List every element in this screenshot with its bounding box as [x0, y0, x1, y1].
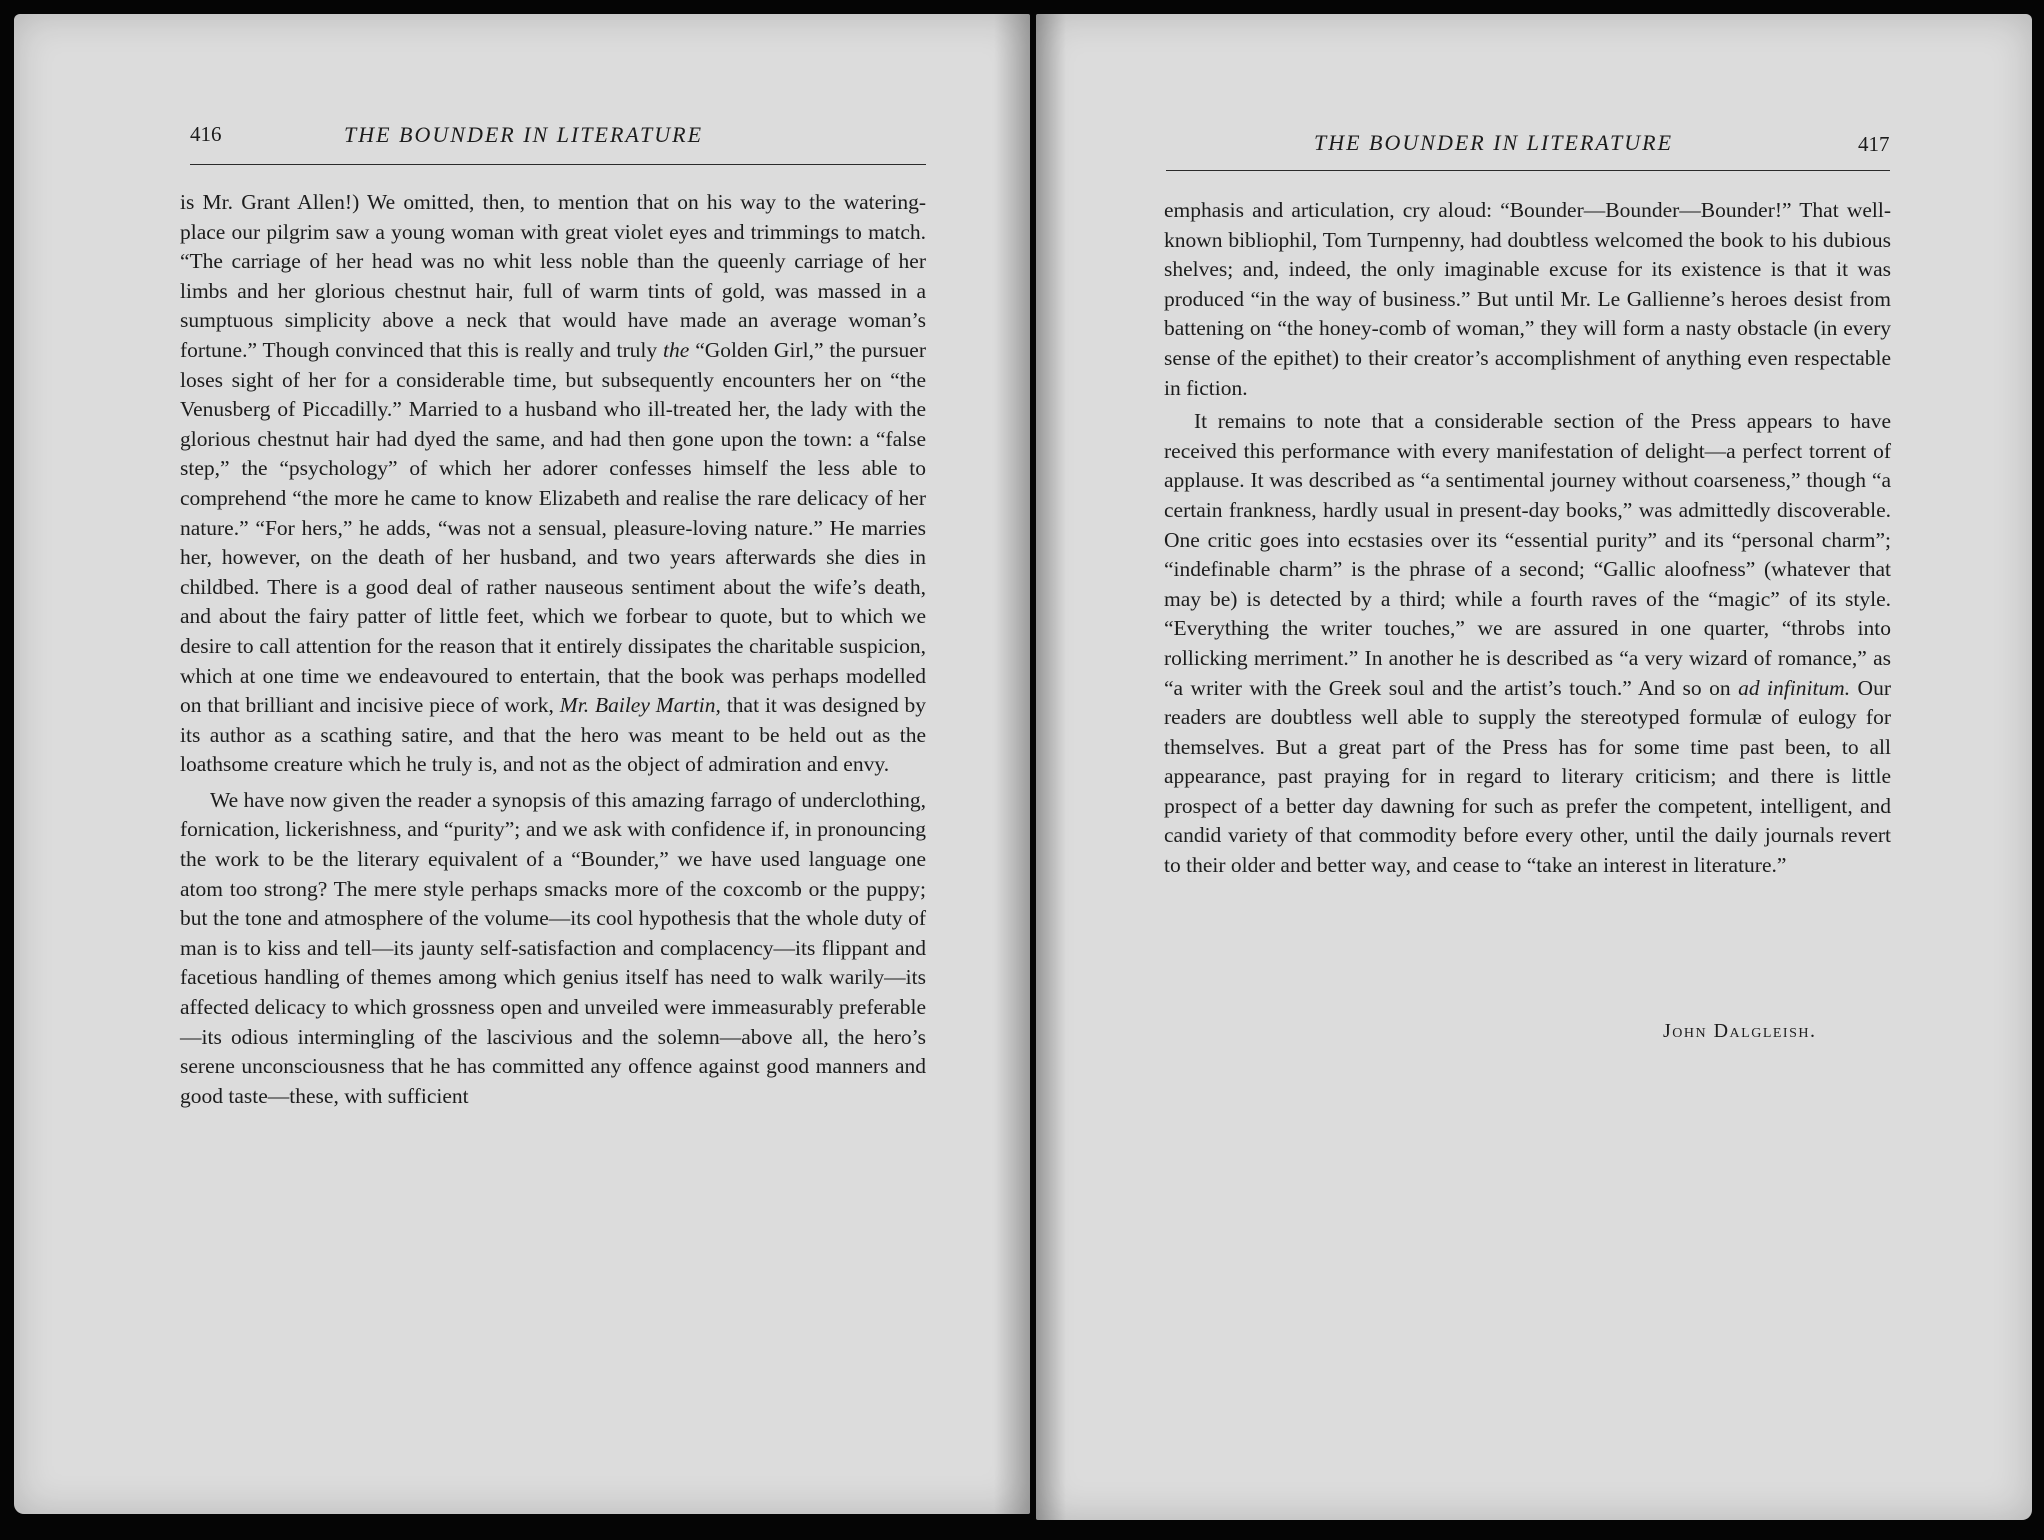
right-header-rule: [1166, 170, 1890, 171]
left-paragraph-1-part-2: “Golden Girl,” the pursuer loses sight of her for a considerable time, but subsequently encounters her on “the Venusberg of Piccadilly.” Married to a husband who ill-treated her, the lady with the glorious chestnut hair had dyed the same, and had then gone upon the town: a “false step,” the “psychology” of which her adorer confesses himself the less able to comprehend “the more he came to know Elizabeth and realise the rare delicacy of her nature.” “For hers,” he adds, “was not a sensual, pleasure-loving nature.” He marries her, however, on the death of her husband, and two years afterwards she dies in childbed. There is a good deal of rather nauseous sentiment about the wife’s death, and about the fairy patter of little feet, which we forbear to quote, but to which we desire to call attention for the reason that it entirely dissipates the charitable suspicion, which at one time we endeavoured to entertain, that the book was perhaps modelled on that brilliant and incisive piece of work,: [180, 337, 926, 718]
right-paragraph-2: [1164, 407, 1891, 881]
left-header-rule: [190, 164, 926, 165]
left-paragraph-1-part-1: is Mr. Grant Allen!) We omitted, then, to mention that on his way to the watering-place our pilgrim saw a young woman with great violet eyes and trimmings to match. “The carriage of her head was no whit less noble than the queenly carriage of her limbs and her glorious chestnut hair, full of warm tints of gold, was massed in a sumptuous simplicity above a neck that would have made an average woman’s fortune.” Though convinced that this is really and truly: [180, 190, 926, 362]
right-page: [1036, 14, 2032, 1520]
left-page-number: 416: [190, 122, 222, 146]
left-page-body: [180, 188, 926, 1111]
right-running-head: THE BOUNDER IN LITERATURE: [1314, 130, 1674, 155]
left-paragraph-1: [180, 188, 926, 780]
left-page-gutter-shadow: [994, 14, 1030, 1514]
left-paragraph-1-italic-the: the: [663, 337, 690, 362]
right-page-gutter-shadow: [1036, 14, 1066, 1520]
left-running-head: THE BOUNDER IN LITERATURE: [344, 122, 704, 147]
right-paragraph-2-part-2: Our readers are doubtless well able to supply the stereotyped formulæ of eulogy for themselves. But a great part of the Press has for some time past been, to all appearance, past praying for in regard to literary criticism; and there is little prospect of a better day dawning for such as prefer the competent, intelligent, and candid variety of that commodity before every other, until the daily journals revert to their older and better way, and cease to “take an interest in literature.”: [1164, 675, 1891, 878]
left-paragraph-1-italic-title: Mr. Bailey Martin,: [559, 693, 721, 718]
right-paragraph-2-italic-ad-infinitum: ad infinitum.: [1738, 675, 1851, 700]
right-page-body: [1164, 196, 1891, 881]
right-paragraph-2-part-1: It remains to note that a considerable section of the Press appears to have received this performance with every manifestation of delight—a perfect torrent of applause. It was described as “a sentimental journey without coarseness,” though “a certain frankness, hardly usual in present-day books,” was admittedly discoverable. One critic goes into ecstasies over its “essential purity” and its “personal charm”; “indefinable charm” is the phrase of a second; “Gallic aloofness” (whatever that may be) is detected by a third; while a fourth raves of the “magic” of its style. “Everything the writer touches,” we are assured in one quarter, “throbs into rollicking merriment.” In another he is described as “a very wizard of romance,” as “a writer with the Greek soul and the artist’s touch.” And so on: [1164, 409, 1891, 700]
left-paragraph-1-part-3: that it was designed by its author as a scathing satire, and that the hero was meant to be held out as the loathsome creature which he truly is, and not as the object of admiration and envy.: [180, 693, 926, 777]
left-paragraph-2: We have now given the reader a synopsis of this amazing farrago of underclothing, fornication, lickerishness, and “purity”; and we ask with confidence if, in pronouncing the work to be the literary equivalent of a “Bounder,” we have used language one atom too strong? The mere style perhaps smacks more of the coxcomb or the puppy; but the tone and atmosphere of the volume—its cool hypothesis that the whole duty of man is to kiss and tell—its jaunty self-satisfaction and complacency—its flippant and facetious handling of themes among which genius itself has need to walk warily—its affected delicacy to which grossness open and unveiled were immeasurably preferable—its odious intermingling of the lascivious and the solemn—above all, the hero’s serene unconsciousness that he has committed any offence against good manners and good taste—these, with sufficient: [180, 787, 926, 1108]
right-paragraph-1: emphasis and articulation, cry aloud: “Bounder—Bounder—Bounder!” That well-known bibliophil, Tom Turnpenny, had doubtless welcomed the book to his dubious shelves; and, indeed, the only imaginable excuse for its existence is that it was produced “in the way of business.” But until Mr. Le Gallienne’s heroes desist from battening on “the honey-comb of woman,” they will form a nasty obstacle (in every sense of the epithet) to their creator’s accomplishment of anything even respectable in fiction.: [1164, 198, 1891, 400]
right-page-number: 417: [1858, 132, 1890, 156]
left-page: [14, 14, 1030, 1514]
author-signature: John Dalgleish.: [1663, 1020, 1817, 1042]
